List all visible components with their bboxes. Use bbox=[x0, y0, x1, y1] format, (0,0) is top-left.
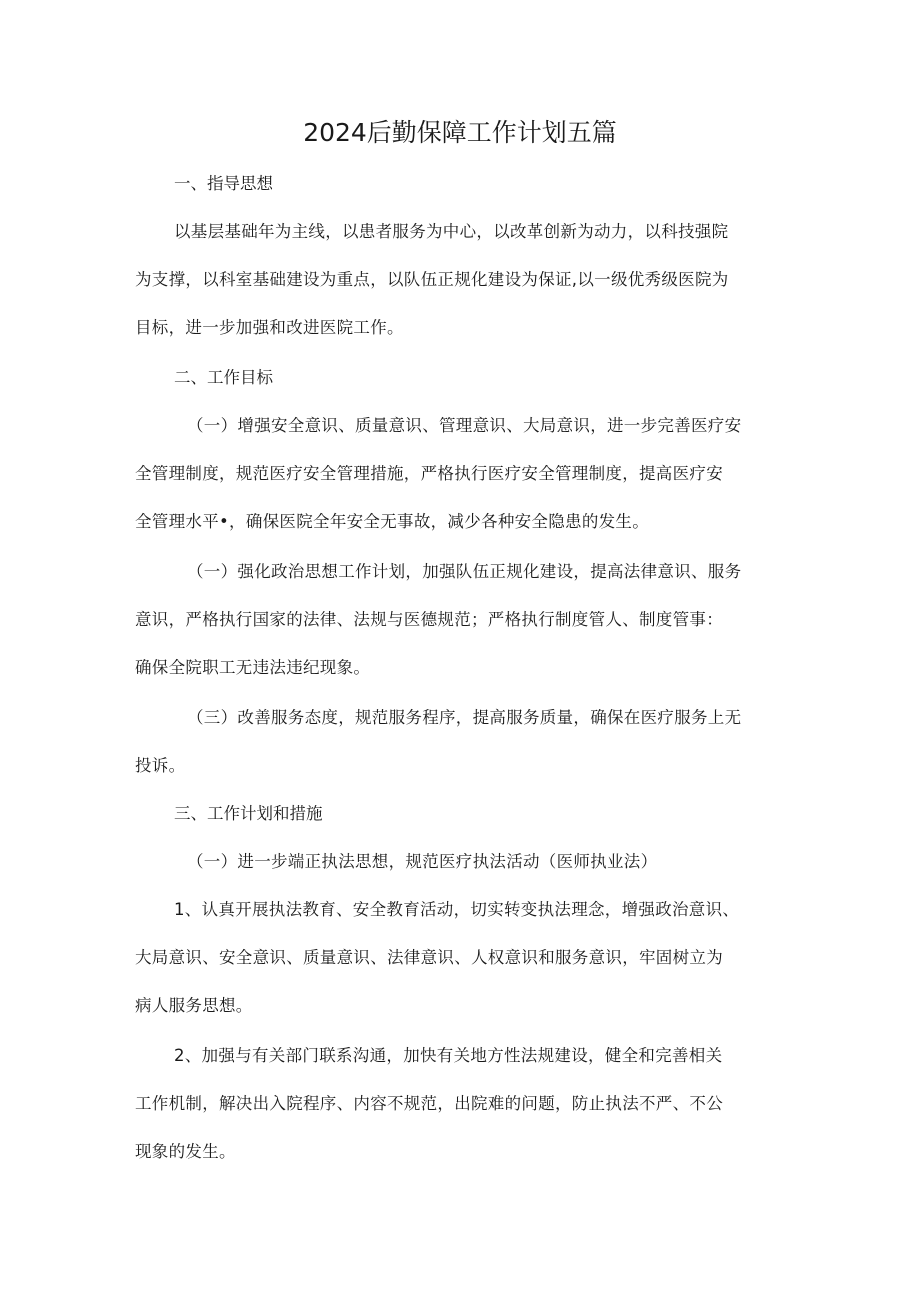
paragraph-line: 全管理制度，规范医疗安全管理措施，严格执行医疗安全管理制度，提高医疗安 bbox=[135, 464, 723, 483]
document-title: 2024后勤保障工作计划五篇 bbox=[303, 118, 617, 147]
paragraph-line: 大局意识、安全意识、质量意识、法律意识、人权意识和服务意识，牢固树立为 bbox=[135, 948, 723, 967]
section-heading-3: 三、工作计划和措施 bbox=[174, 804, 323, 823]
paragraph bbox=[135, 702, 795, 782]
paragraph bbox=[135, 894, 795, 1022]
paragraph-line: 以基层基础年为主线，以患者服务为中心，以改革创新为动力，以科技强院 bbox=[174, 222, 729, 241]
paragraph-line: （一）强化政治思想工作计划，加强队伍正规化建设，提高法律意识、服务 bbox=[187, 562, 742, 581]
paragraph-line: （三）改善服务态度，规范服务程序，提高服务质量，确保在医疗服务上无 bbox=[187, 708, 742, 727]
paragraph-line: 投诉。 bbox=[135, 756, 186, 775]
paragraph-line: 为支撑，以科室基础建设为重点，以队伍正规化建设为保证,以一级优秀级医院为 bbox=[135, 270, 729, 289]
paragraph-line: 1、认真开展执法教育、安全教育活动，切实转变执法理念，增强政治意识、 bbox=[174, 900, 740, 919]
paragraph bbox=[135, 1040, 795, 1168]
paragraph-line: 病人服务思想。 bbox=[135, 996, 253, 1015]
paragraph-line: （一）进一步端正执法思想，规范医疗执法活动（医师执业法） bbox=[187, 852, 658, 871]
section-heading-1: 一、指导思想 bbox=[174, 174, 273, 193]
paragraph-line: 目标，进一步加强和改进医院工作。 bbox=[135, 318, 404, 337]
paragraph-line: 现象的发生。 bbox=[135, 1142, 236, 1161]
paragraph-line: 意识，严格执行国家的法律、法规与医德规范；严格执行制度管人、制度管事： bbox=[135, 610, 723, 629]
paragraph bbox=[135, 846, 795, 878]
paragraph-line: （一）增强安全意识、质量意识、管理意识、大局意识，进一步完善医疗安 bbox=[187, 416, 742, 435]
paragraph bbox=[135, 216, 795, 344]
paragraph-line: 全管理水平•，确保医院全年安全无事故，减少各种安全隐患的发生。 bbox=[135, 512, 650, 531]
paragraph bbox=[135, 410, 795, 538]
paragraph-line: 2、加强与有关部门联系沟通，加快有关地方性法规建设，健全和完善相关 bbox=[174, 1046, 723, 1065]
paragraph-line: 确保全院职工无违法违纪现象。 bbox=[135, 658, 371, 677]
section-heading-2: 二、工作目标 bbox=[174, 368, 273, 387]
paragraph-line: 工作机制，解决出入院程序、内容不规范，出院难的问题，防止执法不严、不公 bbox=[135, 1094, 723, 1113]
paragraph bbox=[135, 556, 795, 684]
